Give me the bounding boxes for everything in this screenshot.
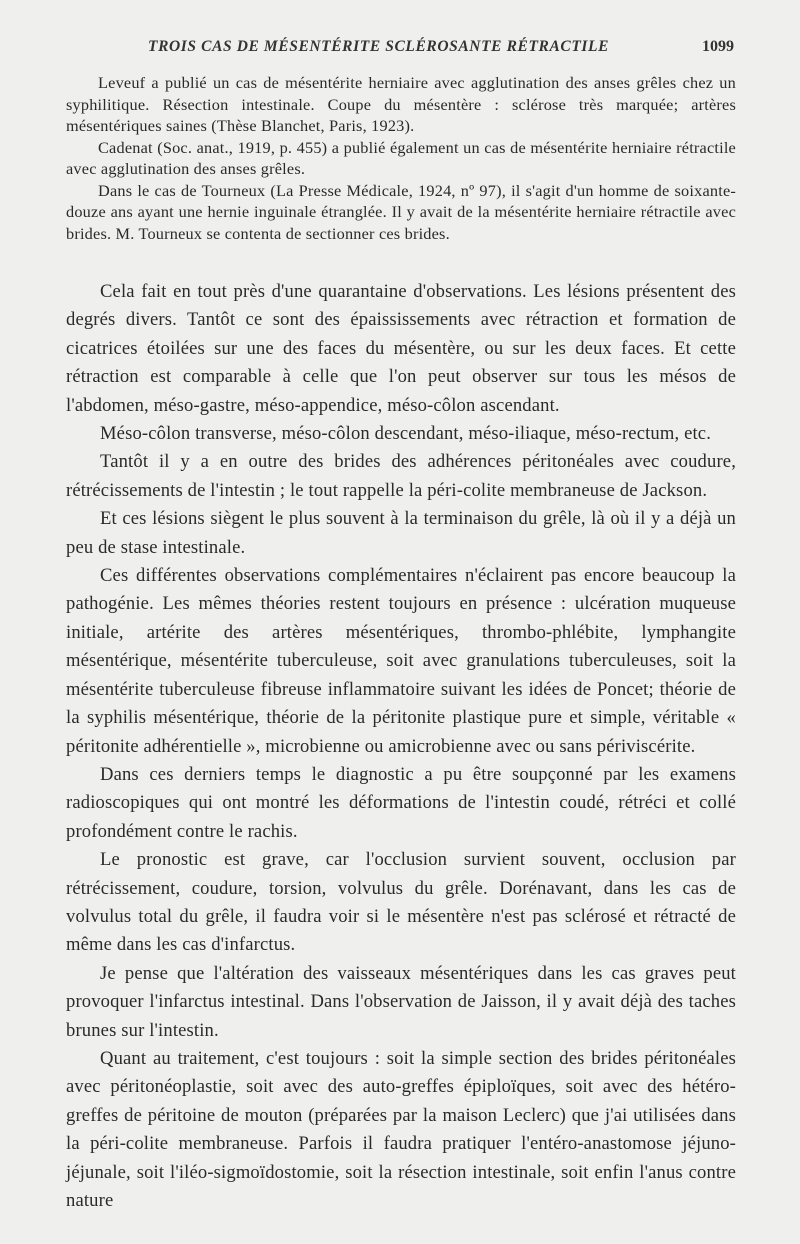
small-paragraph: Cadenat (Soc. anat., 1919, p. 455) a publié également un cas de mésentérite herniaire rétractile avec agglutination des anses grêles. (66, 137, 736, 178)
small-paragraph: Dans le cas de Tourneux (La Presse Médicale, 1924, nº 97), il s'agit d'un homme de soixante-douze ans ayant une hernie inguinale étranglée. Il y avait de la mésentérite herniaire rétractile avec brides. M. Tourneux se contenta de sectionner ces brides. (66, 180, 736, 243)
body-paragraph: Cela fait en tout près d'une quarantaine d'observations. Les lésions présentent des degrés divers. Tantôt ce sont des épaississements avec rétraction et formation de cicatrices étoilées sur une des faces du mésentère, ou sur les deux faces. Et cette rétraction est comparable à celle que l'on peut observer sur tous les mésos de l'abdomen, méso-gastre, méso-appendice, méso-côlon ascendant. (66, 281, 736, 416)
body-paragraph: Méso-côlon transverse, méso-côlon descendant, méso-iliaque, méso-rectum, etc. (100, 423, 711, 445)
body-paragraph: Le pronostic est grave, car l'occlusion survient souvent, occlusion par rétrécissement, coudure, torsion, volvulus du grêle. Dorénavant, dans les cas de volvulus total du grêle, il faudra voir si le mésentère n'est pas sclérosé et rétracté de même dans les cas d'infarctus. (66, 849, 736, 956)
body-paragraph: Et ces lésions siègent le plus souvent à la terminaison du grêle, là où il y a déjà un peu de stase intestinale. (66, 508, 736, 558)
small-paragraph: Leveuf a publié un cas de mésentérite herniaire avec agglutination des anses grêles chez un syphilitique. Résection intestinale. Coupe du mésentère : sclérose très marquée; artères mésentériques saines (Thèse Blanchet, Paris, 1923). (66, 73, 736, 135)
body-paragraph: Ces différentes observations complémentaires n'éclairent pas encore beaucoup la pathogénie. Les mêmes théories restent toujours en présence : ulcération muqueuse initiale, artérite des artères mésentériques, thrombo-phlébite, lymphangite mésentérique, mésentérite tuberculeuse, soit avec granulations tuberculeuses, soit la mésentérite tuberculeuse fibreuse inflammatoire suivant les idées de Poncet; théorie de la syphilis mésentérique, théorie de la péritonite plastique pure et simple, véritable « péritonite adhérentielle », microbienne ou amicrobienne avec ou sans périviscérite. (66, 565, 736, 757)
section-gap (66, 244, 736, 278)
body-paragraph: Quant au traitement, c'est toujours : soit la simple section des brides péritonéales avec péritonéoplastie, soit avec des auto-greffes épiploïques, soit avec des hétéro-greffes de péritoine de mouton (préparées par la maison Leclerc) que j'ai utilisées dans la péri-colite membraneuse. Parfois il faudra pratiquer l'entéro-anastomose jéjuno-jéjunale, soit l'iléo-sigmoïdostomie, soit la résection intestinale, soit enfin l'anus contre nature (66, 1047, 736, 1211)
body-paragraph: Je pense que l'altération des vaisseaux mésentériques dans les cas graves peut provoquer l'infarctus intestinal. Dans l'observation de Jaisson, il y avait déjà des taches brunes sur l'intestin. (66, 962, 736, 1041)
small-print-section (66, 72, 736, 244)
body-text (66, 278, 736, 1215)
page-number: 1099 (702, 38, 734, 55)
running-header (66, 30, 736, 60)
running-title: TROIS CAS DE MÉSENTÉRITE SCLÉROSANTE RÉTRACTILE (148, 38, 610, 55)
body-paragraph: Dans ces derniers temps le diagnostic a pu être soupçonné par les examens radioscopiques qui ont montré les déformations de l'intestin coudé, rétréci et collé profondément contre le rachis. (66, 763, 736, 842)
body-paragraph: Tantôt il y a en outre des brides des adhérences péritonéales avec coudure, rétrécissements de l'intestin ; le tout rappelle la péri-colite membraneuse de Jackson. (66, 451, 736, 501)
